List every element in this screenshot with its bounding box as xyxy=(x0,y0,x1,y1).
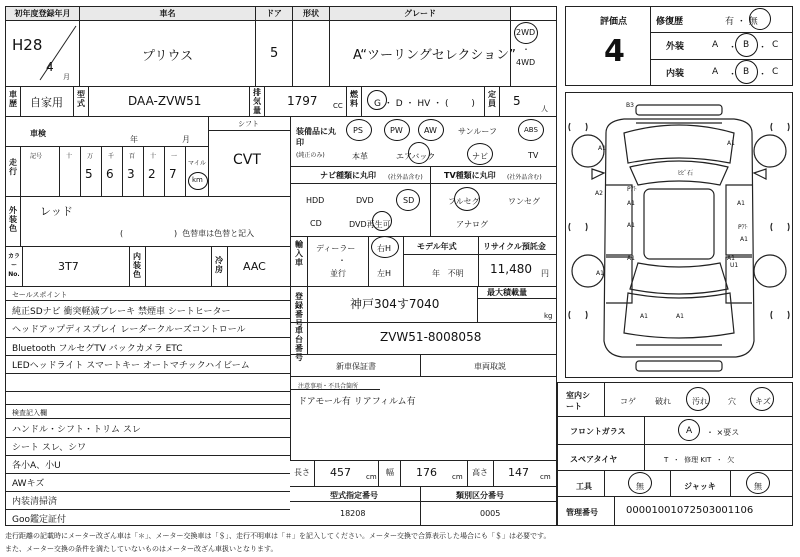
import-right: 右H xyxy=(377,244,392,253)
import-parallel: 並行 xyxy=(330,269,346,278)
form-frame xyxy=(5,6,557,526)
selling-line-1: 純正SDナビ 衝突軽減ブレーキ 禁煙車 シートヒーター xyxy=(12,307,231,317)
grade-value: A“ツーリングセレクション” xyxy=(353,48,516,63)
dmg-chip: ﾋﾋﾞ石 xyxy=(678,170,694,177)
digit-2: 6 xyxy=(106,167,114,181)
equip-aw-circle xyxy=(418,119,444,141)
dmg-u1: U1 xyxy=(730,262,739,269)
ext-dot1: ・ xyxy=(728,43,738,53)
inspector-line-4: AWキズ xyxy=(12,479,45,489)
dmg-a1-d: A1 xyxy=(737,200,745,207)
drive-4wd: 4WD xyxy=(516,58,536,67)
grade-header: グレード xyxy=(330,7,510,20)
dmg-a1-f: A1 xyxy=(740,236,748,243)
width-label: 幅 xyxy=(386,468,394,477)
equip-airbag-circle xyxy=(408,142,430,164)
navi-sd: SD xyxy=(403,196,415,205)
mgmt-label: 管理番号 xyxy=(566,508,598,517)
ext-dot2: ・ xyxy=(758,43,768,53)
length-value: 457 xyxy=(330,466,351,479)
seat-hole: 穴 xyxy=(728,397,736,406)
fuel-g-circle xyxy=(367,90,387,110)
equip-airbag: エアバック xyxy=(396,152,436,161)
ext-c: C xyxy=(772,40,779,50)
owners-manual: 車両取説 xyxy=(474,362,506,371)
reg-date-header: 初年度登録年月 xyxy=(6,7,79,20)
recycle-yen: 円 xyxy=(541,269,549,278)
exterior-color: レッド xyxy=(40,205,73,218)
notes-text: ドアモール有 リアフィルム有 xyxy=(298,397,416,407)
repair-circle xyxy=(749,8,771,30)
width-unit: cm xyxy=(452,473,463,481)
door-header: ドア xyxy=(256,7,292,20)
tv-oneseg: ワンセグ xyxy=(508,197,540,206)
seat-scratch-circle xyxy=(750,387,774,411)
int-dot2: ・ xyxy=(758,70,768,80)
digit-label-0: 記号 xyxy=(30,153,43,160)
digit-4: 2 xyxy=(148,167,156,181)
equip-aw: AW xyxy=(424,126,437,135)
class-label: 類別区分番号 xyxy=(456,491,504,500)
height-value: 147 xyxy=(508,466,529,479)
ext-b-circle xyxy=(735,33,758,57)
height-label: 高さ xyxy=(472,468,488,477)
glass-label: フロントガラス xyxy=(570,427,626,436)
recycle-value: 11,480 xyxy=(490,262,532,276)
shape-header: 形状 xyxy=(293,7,329,20)
import-dealer: ディーラー xyxy=(316,244,356,253)
dmg-a1-b: A1 xyxy=(727,140,735,147)
recycle-label: リサイクル預託金 xyxy=(483,242,546,251)
navi-type-label: ナビ種類に丸印 xyxy=(320,171,376,180)
spare-label: スペアタイヤ xyxy=(570,455,618,464)
selling-points-label: セールスポイント xyxy=(12,291,68,299)
use-value: 自家用 xyxy=(30,96,63,109)
seat-scratch: キズ xyxy=(755,397,771,406)
cooler-value: AAC xyxy=(243,260,266,273)
equip-pw: PW xyxy=(390,126,403,135)
color-no-value: 3T7 xyxy=(58,260,79,273)
digit-label-6: 一 xyxy=(171,153,178,160)
cooler-label: 冷房 xyxy=(215,256,223,274)
selling-line-2: ヘッドアップディスプレイ レーダークルーズコントロール xyxy=(12,325,246,335)
digit-label-2: 万 xyxy=(87,153,94,160)
equip-leather: 本革 xyxy=(352,152,368,161)
int-b-circle xyxy=(735,60,758,84)
mileage-label: 走行 xyxy=(9,158,17,176)
mgmt-value: 00001001072503001106 xyxy=(626,505,754,516)
shaken-year-unit: 年 xyxy=(130,135,138,144)
km-label: km xyxy=(192,176,203,184)
disp-unit: CC xyxy=(333,102,343,110)
frame-no-value: ZVW51-8008058 xyxy=(380,330,482,344)
inspector-line-1: ハンドル・シフト・トリム スレ xyxy=(12,425,141,435)
type-spec-label: 型式指定番号 xyxy=(330,491,378,500)
fuel-options: G ・ D ・ HV ・ ( ) xyxy=(374,99,475,109)
equip-navi-circle xyxy=(467,143,493,165)
digit-5: 7 xyxy=(169,167,177,181)
dmg-a1-i: A1 xyxy=(596,270,604,277)
ext-b: B xyxy=(743,40,750,50)
footer-line-2: また、メーター交換の条件を満たしていないものはメーター改ざん車扱いとなります。 xyxy=(5,545,278,553)
model-year-value: 年 不明 xyxy=(432,269,464,278)
seat-burn: コゲ xyxy=(620,397,636,406)
inspector-line-5: 内装清掃済 xyxy=(12,497,58,507)
exterior-label: 外装色 xyxy=(9,206,17,233)
dmg-a1-g: A1 xyxy=(627,255,635,262)
tools-label: 工具 xyxy=(576,482,592,491)
equipment-sub: (純正のみ) xyxy=(296,152,325,159)
glass-value: A xyxy=(686,426,693,436)
dmg-a1-h: A1 xyxy=(727,255,735,262)
tv-analog: アナログ xyxy=(456,220,488,229)
navi-dvd: DVD xyxy=(356,196,374,205)
tv-type-note: (社外品含む) xyxy=(507,174,542,181)
reg-slash xyxy=(36,24,78,82)
digit-1: 5 xyxy=(85,167,93,181)
dmg-pato-b: Pｱﾄ xyxy=(738,224,748,231)
disp-label: 排気量 xyxy=(253,88,261,115)
door-value: 5 xyxy=(270,46,279,61)
navi-dvd-play: DVD再生可 xyxy=(349,220,391,229)
digit-3: 3 xyxy=(127,167,135,181)
shaken-month-unit: 月 xyxy=(182,135,190,144)
max-load-label: 最大積載量 xyxy=(487,288,527,297)
digit-label-1: 十 xyxy=(66,153,73,160)
dmg-a1-e: A1 xyxy=(627,222,635,229)
model-year-label: モデル年式 xyxy=(417,242,457,251)
inspector-line-6: Goo鑑定証付 xyxy=(12,515,66,525)
shift-label: シフト xyxy=(238,120,259,128)
dmg-a1-j: A1 xyxy=(640,313,648,320)
selling-line-3: Bluetooth フルセグTV バックカメラ ETC xyxy=(12,344,183,354)
score-value: 4 xyxy=(604,34,625,69)
frame-no-label: 車台番号 xyxy=(295,326,303,362)
length-unit: cm xyxy=(366,473,377,481)
model-label: 型式 xyxy=(77,90,85,108)
selling-line-4: LEDヘッドライト スマートキー オートマチックハイビーム xyxy=(12,361,250,371)
spare-value: T ・ 修理 KIT ・ 欠 xyxy=(664,456,735,464)
reg-month: 4 xyxy=(46,60,54,74)
seat-label: 室内シート xyxy=(566,391,590,411)
shaken-label: 車検 xyxy=(30,129,46,138)
equipment-label: 装備品に丸印 xyxy=(296,127,336,147)
reg-no-label: 登録番号 xyxy=(295,292,303,328)
color-no-label: カラーNo. xyxy=(7,253,20,278)
dmg-a1-k: A1 xyxy=(676,313,684,320)
new-warranty: 新車保証書 xyxy=(336,362,376,371)
dmg-a2: A2 xyxy=(595,190,603,197)
import-label: 輸入車 xyxy=(295,240,303,267)
dmg-a1-c: A1 xyxy=(627,200,635,207)
jack-label: ジャッキ xyxy=(684,482,716,491)
glass-rest: ・ ×要ス xyxy=(706,428,740,437)
fuel-label: 燃料 xyxy=(350,90,358,108)
digit-label-5: 十 xyxy=(150,153,157,160)
jack-circle xyxy=(746,472,770,494)
glass-circle xyxy=(678,419,700,441)
capacity-unit: 人 xyxy=(541,105,548,113)
month-unit: 月 xyxy=(63,73,70,81)
int-c: C xyxy=(772,67,779,77)
width-value: 176 xyxy=(416,466,437,479)
dmg-b3: B3 xyxy=(626,102,634,109)
dmg-a1-a: A1 xyxy=(598,145,606,152)
tv-type-label: TV種類に丸印 xyxy=(444,171,496,180)
type-spec-value: 18208 xyxy=(340,509,366,518)
jack-value: 無 xyxy=(754,482,762,491)
int-label: 内装 xyxy=(666,69,685,79)
score-label: 評価点 xyxy=(600,17,628,27)
car-name-header: 車名 xyxy=(80,7,255,20)
car-name-value: プリウス xyxy=(142,49,194,64)
equip-sunroof: サンルーフ xyxy=(458,127,497,136)
dmg-pato-a: Pｱﾄ xyxy=(627,186,637,193)
car-diagram-drawing xyxy=(566,93,792,377)
reg-era: H28 xyxy=(12,36,43,54)
shift-value: CVT xyxy=(233,152,261,168)
inspector-label: 検査記入欄 xyxy=(12,409,47,417)
repair-options: 有 ・ 無 xyxy=(725,17,758,27)
int-b: B xyxy=(743,67,750,77)
class-value: 0005 xyxy=(480,509,501,518)
model-value: DAA-ZVW51 xyxy=(128,94,202,108)
equip-abs-circle xyxy=(518,119,544,141)
seat-stain-circle xyxy=(686,387,710,411)
navi-dvd-play-circle xyxy=(372,211,392,231)
disp-value: 1797 xyxy=(287,94,318,108)
reg-no-value: 神戸304す7040 xyxy=(350,297,440,311)
equip-ps: PS xyxy=(353,126,363,135)
tv-fullseg: フルセグ xyxy=(448,197,480,206)
ext-a: A xyxy=(712,40,719,50)
capacity-value: 5 xyxy=(513,94,521,108)
notes-label: 注意事項・不具合箇所 xyxy=(298,383,359,390)
equip-pw-circle xyxy=(384,119,410,141)
seat-tear: 破れ xyxy=(655,397,671,406)
import-left: 左H xyxy=(377,269,392,278)
navi-cd: CD xyxy=(310,219,322,228)
drive-sep: ・ xyxy=(522,45,530,54)
equip-ps-circle xyxy=(346,119,372,141)
inspector-line-3: 各小A、小U xyxy=(12,461,61,471)
length-label: 長さ xyxy=(294,468,310,477)
equip-abs: ABS xyxy=(524,126,538,134)
inspector-line-2: シート スレ、シワ xyxy=(12,443,87,453)
int-dot1: ・ xyxy=(728,70,738,80)
navi-hdd: HDD xyxy=(306,196,325,205)
tv-fullseg-circle xyxy=(454,187,480,211)
max-load-unit: kg xyxy=(544,312,553,320)
equip-tv: TV xyxy=(528,151,539,160)
exterior-note: ( ) 色替車は色替と記入 xyxy=(120,229,255,238)
navi-type-note: (社外品含む) xyxy=(388,174,423,181)
digit-label-3: 千 xyxy=(108,153,115,160)
use-label: 車歴 xyxy=(9,90,17,108)
digit-label-4: 百 xyxy=(129,153,136,160)
import-right-circle xyxy=(371,236,399,258)
height-unit: cm xyxy=(540,473,551,481)
capacity-label: 定員 xyxy=(488,90,496,108)
tools-value: 無 xyxy=(636,482,644,491)
int-a: A xyxy=(712,67,719,77)
navi-sd-circle xyxy=(396,189,420,211)
repair-label: 修復歴 xyxy=(656,17,684,27)
import-dot: ・ xyxy=(338,256,346,265)
seat-stain: 汚れ xyxy=(692,397,708,406)
footer-line-1: 走行距離の記載時にメーター改ざん車は「＊」、メーター交換車は「＄」、走行不明車は「＃」を記入してください。メーター交換で合算表示した場合にも「＄」は必要です。 xyxy=(5,532,551,540)
mile-label: マイル xyxy=(188,160,206,167)
equip-navi: ナビ xyxy=(472,152,488,161)
drive-2wd: 2WD xyxy=(516,28,536,37)
ext-label: 外装 xyxy=(666,42,685,52)
tools-circle xyxy=(628,472,652,494)
interior-color-label: 内装色 xyxy=(133,252,141,279)
